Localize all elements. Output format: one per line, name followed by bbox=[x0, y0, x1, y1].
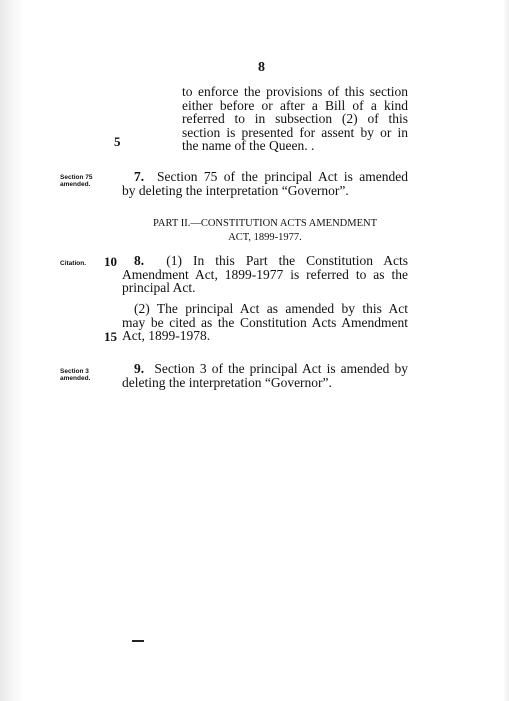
section-7-line-2: by deleting the interpretation “Governor”. bbox=[122, 182, 349, 198]
section-7-line-1 bbox=[122, 170, 408, 184]
margin-note-section-3 bbox=[60, 368, 90, 382]
section-9-text: Section 3 of the principal Act is amended by bbox=[154, 361, 408, 376]
section-8-text: (1) In this Part the Constitution Acts bbox=[166, 253, 408, 268]
part-heading-line-2: ACT, 1899-1977. bbox=[228, 232, 302, 243]
section-8-line-1 bbox=[122, 254, 408, 268]
paragraph-line: either before or after a Bill of a kind bbox=[182, 97, 408, 113]
paragraph-line: section is presented for assent by or in bbox=[182, 124, 408, 140]
line-number-15: 15 bbox=[104, 329, 117, 344]
section-8-sub2-line-1: (2) The principal Act as amended by this Act bbox=[134, 301, 408, 316]
section-8-subsection-2 bbox=[122, 302, 408, 343]
section-7-number: 7. bbox=[134, 169, 145, 184]
end-dash bbox=[132, 640, 144, 642]
margin-note-line: amended. bbox=[60, 375, 91, 382]
section-9-line-2: deleting the interpretation “Governor”. bbox=[122, 374, 332, 390]
page-number: 8 bbox=[258, 60, 265, 75]
section-8-sub2-line-3: Act, 1899-1978. bbox=[122, 328, 211, 343]
section-9-number: 9. bbox=[134, 361, 145, 376]
page-right-edge bbox=[503, 0, 509, 701]
paragraph-line: the name of the Queen. . bbox=[182, 138, 315, 153]
section-9 bbox=[122, 362, 408, 389]
section-7 bbox=[122, 170, 408, 197]
section-8-subsection-1 bbox=[122, 254, 408, 295]
section-7-text: Section 75 of the principal Act is amended bbox=[156, 169, 409, 184]
margin-note-line: Section 3 bbox=[60, 368, 89, 375]
paragraph-line: to enforce the provisions of this section bbox=[182, 84, 408, 99]
part-heading bbox=[120, 217, 410, 245]
paragraph-line: referred to in subsection (2) of this bbox=[182, 111, 408, 126]
section-9-line-1 bbox=[122, 362, 408, 376]
page-edge-shadow bbox=[0, 0, 24, 701]
line-number-10: 10 bbox=[104, 254, 117, 269]
margin-note-line: Section 75 bbox=[60, 174, 93, 181]
margin-note-citation: Citation. bbox=[60, 260, 86, 267]
margin-note-line: amended. bbox=[60, 181, 91, 188]
line-number-5: 5 bbox=[114, 134, 121, 149]
section-8-line-2: Amendment Act, 1899-1977 is referred to as the bbox=[122, 266, 408, 282]
part-heading-line-1: PART II.—CONSTITUTION ACTS AMENDMENT bbox=[153, 218, 377, 229]
section-8-number: 8. bbox=[134, 253, 145, 268]
section-8-sub2-line-2: may be cited as the Constitution Acts Amendment bbox=[122, 314, 408, 330]
section-8-line-3: principal Act. bbox=[122, 280, 196, 295]
margin-note-section-75 bbox=[60, 174, 93, 188]
continuation-paragraph bbox=[182, 85, 408, 153]
